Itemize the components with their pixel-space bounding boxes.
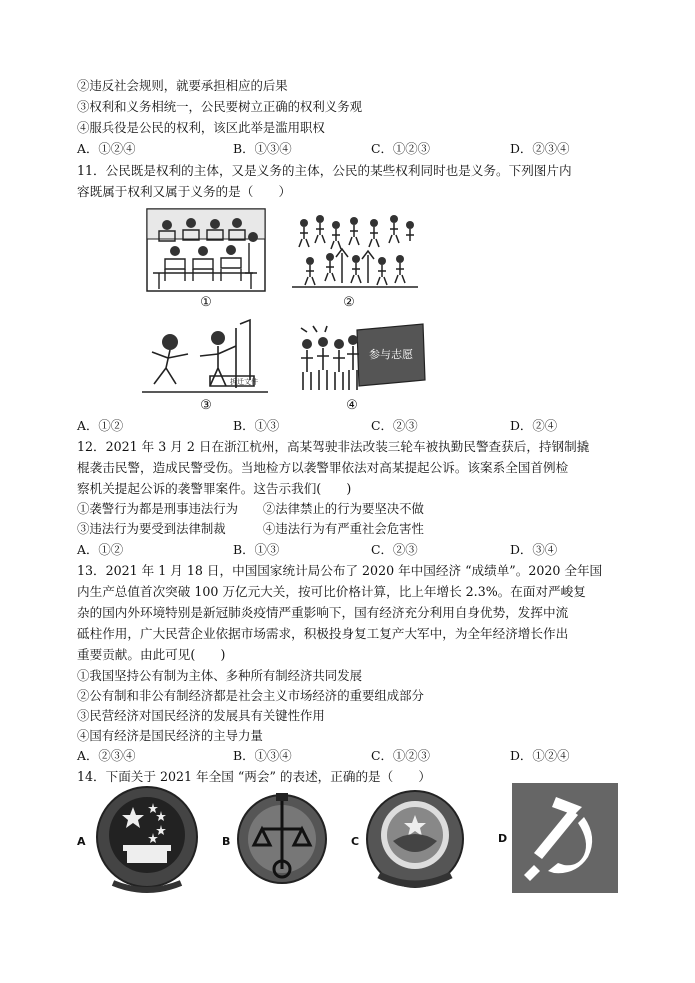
- volunteer-illustration: [293, 318, 429, 398]
- picture-caption-4: ④: [346, 398, 358, 413]
- party-flag-icon: [512, 783, 618, 893]
- q13-statement-3: ③民营经济对国民经济的发展具有关键性作用: [77, 708, 325, 723]
- q13-statement-4: ④国有经济是国民经济的主导力量: [77, 728, 263, 743]
- q10-statement-2: ②违反社会规则，就要承担相应的后果: [77, 78, 288, 93]
- national-emblem-icon: [93, 785, 201, 895]
- q11-stem-2: 容既属于权利又属于义务的是（ ）: [77, 184, 292, 199]
- court-emblem-icon: [235, 783, 330, 895]
- q13-options: [77, 746, 617, 766]
- q13-stem-5: 重要贡献。由此可见( ): [77, 647, 226, 662]
- option-a[interactable]: A．①②: [77, 542, 124, 557]
- emblem-letter-b[interactable]: B: [222, 835, 231, 848]
- q11-stem-1: 11．公民既是权利的主体，又是义务的主体，公民的某些权利同时也是义务。下列图片内: [77, 163, 572, 178]
- q14-stem: 14．下面关于 2021 年全国 “两会” 的表述，正确的是（ ）: [77, 769, 432, 784]
- option-c[interactable]: C．①②③: [371, 141, 431, 156]
- option-b[interactable]: B．①③: [233, 542, 280, 557]
- sign-text: 拆迁文件: [230, 378, 258, 386]
- option-c[interactable]: C．①②③: [371, 748, 431, 763]
- q13-stem-1: 13．2021 年 1 月 18 日，中国国家统计局公布了 2020 年中国经济 “成绩单”。2020 全年国: [77, 563, 603, 578]
- picture-caption-2: ②: [343, 295, 355, 310]
- option-c[interactable]: C．②③: [371, 418, 418, 433]
- option-a[interactable]: A．①②④: [77, 141, 136, 156]
- q12-statements-1: ①袭警行为都是刑事违法行为 ②法律禁止的行为要坚决不做: [77, 501, 424, 516]
- option-d[interactable]: D．②④: [510, 418, 558, 433]
- option-b[interactable]: B．①③④: [233, 141, 292, 156]
- q12-options: [77, 540, 617, 560]
- q13-statement-1: ①我国坚持公有制为主体、多种所有制经济共同发展: [77, 668, 362, 683]
- q13-stem-4: 砥柱作用，广大民营企业依据市场需求，积极投身复工复产大军中，为全年经济增长作出: [77, 626, 569, 641]
- picture-caption-1: ①: [200, 295, 212, 310]
- classroom-illustration: [145, 207, 267, 293]
- demolition-illustration: [140, 318, 270, 398]
- option-a[interactable]: A．①②: [77, 418, 124, 433]
- option-b[interactable]: B．①③④: [233, 748, 292, 763]
- banner-text: 参与志愿: [369, 348, 413, 361]
- emblem-letter-c[interactable]: C: [351, 835, 360, 848]
- q13-stem-2: 内生产总值首次突破 100 万亿元大关，按可比价格计算，比上年增长 2.3%。在面对严峻复: [77, 584, 586, 599]
- option-a[interactable]: A．②③④: [77, 748, 136, 763]
- q10-statement-3: ③权利和义务相统一，公民要树立正确的权利义务观: [77, 99, 362, 114]
- picture-caption-3: ③: [200, 398, 212, 413]
- q12-stem-1: 12．2021 年 3 月 2 日在浙江杭州，高某驾驶非法改装三轮车被执勤民警查获后，持钢制撬: [77, 439, 590, 454]
- emblem-letter-a[interactable]: A: [77, 835, 86, 848]
- option-d[interactable]: D．①②④: [510, 748, 570, 763]
- q11-options: [77, 416, 617, 436]
- option-d[interactable]: D．②③④: [510, 141, 570, 156]
- cppcc-emblem-icon: [363, 785, 467, 895]
- q13-stem-3: 杂的国内外环境特别是新冠肺炎疫情严重影响下，国有经济充分利用自身优势，发挥中流: [77, 605, 569, 620]
- option-b[interactable]: B．①③: [233, 418, 280, 433]
- q10-statement-4: ④服兵役是公民的权利，该区此举是滥用职权: [77, 120, 325, 135]
- q12-stem-2: 棍袭击民警，造成民警受伤。当地检方以袭警罪依法对高某提起公诉。该案系全国首例检: [77, 460, 569, 475]
- option-c[interactable]: C．②③: [371, 542, 418, 557]
- emblem-letter-d[interactable]: D: [498, 832, 508, 845]
- q13-statement-2: ②公有制和非公有制经济都是社会主义市场经济的重要组成部分: [77, 688, 424, 703]
- q12-statements-2: ③违法行为要受到法律制裁 ④违法行为有严重社会危害性: [77, 521, 424, 536]
- option-d[interactable]: D．③④: [510, 542, 558, 557]
- planting-illustration: [290, 207, 420, 293]
- q12-stem-3: 察机关提起公诉的袭警罪案件。这告示我们( ): [77, 481, 352, 496]
- q10-options: [77, 139, 617, 159]
